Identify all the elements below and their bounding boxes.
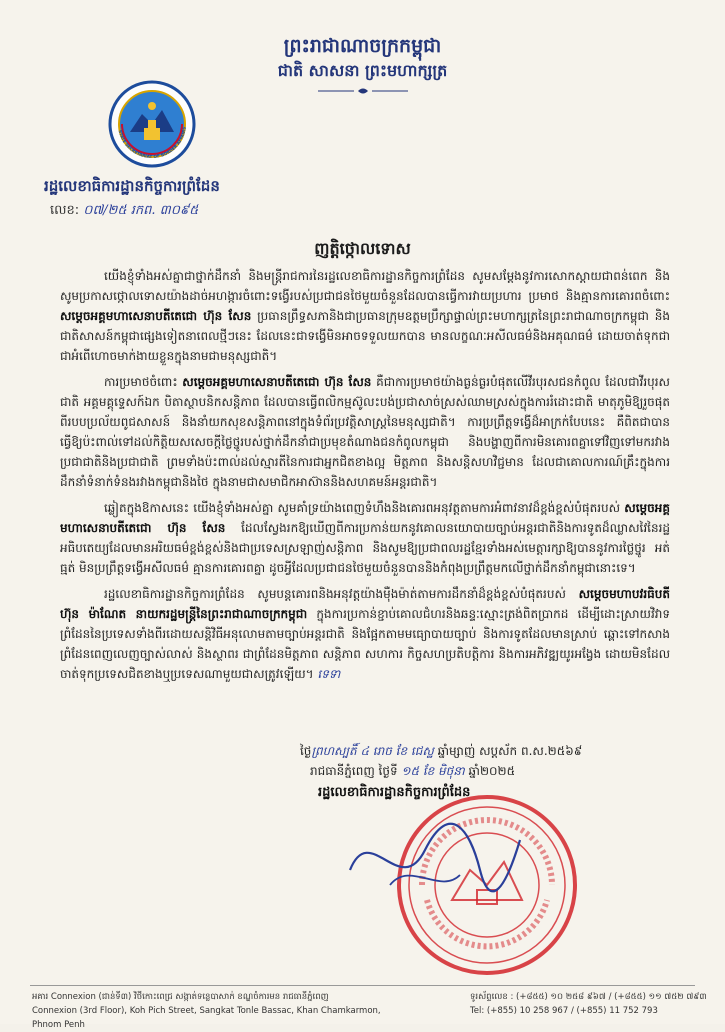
footer-phone-en: Tel: (+855) 10 258 967 / (+855) 11 752 793 <box>470 1006 658 1016</box>
national-motto: ជាតិ សាសនា ព្រះមហាក្សត្រ <box>277 61 448 80</box>
footer-phone <box>470 990 710 1018</box>
signatory-title: រដ្ឋលេខាធិការដ្ឋានកិច្ចការព្រំដែន <box>318 785 471 800</box>
footer-address <box>32 990 412 1032</box>
paragraph-text: រដ្ឋលេខាធិការដ្ឋានកិច្ចការព្រំដែន សូមបន្តគោរពនិងអនុវត្តយ៉ាងម៉ឺងម៉ាត់តាមការដឹកនាំដ៏ខ្ពង់ខ្ពស់បំផុតរបស់ <box>104 587 579 601</box>
paragraph-text: ឆ្លៀតក្នុងឱកាសនេះ យើងខ្ញុំទាំងអស់គ្នា សូមគាំទ្រយ៉ាងពេញទំហឹងនិងគោរពអនុវត្តតាមការអំពាវនាវដ៏ខ្ពង់ខ្ពស់បំផុតរបស់ <box>104 501 625 515</box>
document-body <box>60 266 670 690</box>
paragraph-text: យើងខ្ញុំទាំងអស់គ្នាជាថ្នាក់ដឹកនាំ និងមន្ត្រីរាជការនៃរដ្ឋលេខាធិការដ្ឋានកិច្ចការព្រំដែន សូមសម្តែងនូវការសោកស្តាយជាពន់ពេក និងសូមប្រកាសថ្កោលទោសយ៉ាងដាច់អហង្ការចំពោះទង្វើរបស់ប្រជាជនថៃមួយចំនួនដែលបានធ្វើការវាយប្រហារ ប្រមាថ និងគ្មានការគោរពចំពោះ <box>60 269 670 303</box>
footer-address-km: អគារ Connexion (ជាន់ទី៣) វិថីកោះពេជ្រ សង្កាត់ទន្លេបាសាក់ ខណ្ឌចំការមន រាជធានីភ្នំពេញ <box>32 992 329 1002</box>
paragraph-bold-name: សម្តេចមហាបវរធិបតី ហ៊ុន ម៉ាណែត នាយករដ្ឋមន្ត្រីនៃព្រះរាជាណាចក្រកម្ពុជា <box>60 587 670 621</box>
solar-date-handwritten: ១៥ ខែ មិថុនា <box>397 764 469 778</box>
lunar-date-prefix: ថ្ងៃ <box>300 744 312 758</box>
lunar-date-suffix: ឆ្នាំម្សាញ់ សប្តស័ក ព.ស.២៥៦៩ <box>437 744 583 758</box>
lunar-date-handwritten: ព្រហស្បតិ៍ ៤ រោច ខែ ជេស្ឋ <box>311 744 434 758</box>
paragraph-text: ដែលស្វែងរកឱ្យឃើញពីការប្រកាន់យកនូវគោលនយោបាយច្បាប់អន្តរជាតិនិងការទូតដ៏ឈ្លាសវៃនៃរដ្ឋអធិបតេយ្យដែលមានអរិយធម៌ខ្ពង់ខ្ពស់និងជាប្រទេសស្រឡាញ់សន្តិភាព និងសូមឱ្យប្រជាពលរដ្ឋខ្មែរទាំងអស់មេត្តារក្សាឱ្យបាននូវការថ្លៃថ្នូរ អត់ធ្មត់ មិនប្រព្រឹត្តទង្វើអសីលធម៌ គ្មានការគោរពគ្នា ដូចអ្វីដែលប្រជាជនថៃមួយចំនួនបាននិងកំពុងប្រព្រឹត្តមកលើថ្នាក់ដឹកនាំកម្ពុជានោះទេ។ <box>60 521 670 575</box>
solar-date-prefix: រាជធានីភ្នំពេញ ថ្ងៃទី <box>310 764 398 778</box>
paragraph-bold-name: សម្តេចអគ្គមហាសេនាបតីតេជោ ហ៊ុន សែន <box>182 375 372 389</box>
kingdom-heading: ព្រះរាជាណាចក្រកម្ពុជា <box>283 35 442 57</box>
solar-date-suffix: ឆ្នាំ២០២៥ <box>468 764 516 778</box>
paragraph-bold-name: សម្តេចអគ្គមហាសេនាបតីតេជោ ហ៊ុន សែន <box>60 309 252 323</box>
footer-divider <box>30 985 695 986</box>
handwritten-signature-icon <box>330 800 530 920</box>
lunar-date <box>300 742 680 760</box>
footer-phone-km: ទូរស័ព្ទលេខ : (+៨៥៥) ១០ ២៥៨ ៩៦៧ / (+៨៥៥) ១១ ៧៥២ ៧៩៣ <box>470 992 707 1002</box>
reference-label: លេខ: <box>50 203 80 218</box>
paragraph-text: គឺជាការប្រមាថយ៉ាងធ្ងន់ធ្ងរបំផុតលើវីរបុរសជនកំពូល ដែលជាវីរបុរសជាតិ អគ្គមគ្គុទ្ទេសក៍ឯក បិតាស្ថាបនិកសន្តិភាព ដែលបានធ្វើពលិកម្មស៊ូលះបង់ប្រជាសាច់ស្រស់ឈាមស្រស់ក្នុងការរំដោះជាតិ មាតុភូមិឱ្យរួចផុតពីរបបប្រល័យពូជសាសន៍ និងនាំយកសុខសន្តិភាពនៅក្នុងទំព័រប្រវត្តិសាស្ត្រនៃមនុស្សជាតិ។ ការប្រព្រឹត្តទង្វើដ៏អាក្រក់បែបនេះ គឺពិតជាបានធ្វើឱ្យប៉ះពាល់ទៅដល់កិត្តិយសសេចក្តីថ្លៃថ្នូរបស់ថ្នាក់ដឹកនាំជាប្រមុខតំណាងជនកំពូលកម្ពុជា និងបង្ហាញពីការមិនគោរពគ្នាទៅវិញទៅមករវាងប្រជាជាតិនិងប្រជាជាតិ ព្រមទាំងប៉ះពាល់ដល់ស្មារតីនៃការជាអ្នកជិតខាងល្អ មិត្តភាព និងសន្តិសហវិជ្ជមាន ដែលជាគោលការណ៍គ្រឹះក្នុងការដឹកនាំទំនាក់ទំនងរវាងកម្ពុជានិងថៃ ក្នុងនាមជាសមាជិកអាស៊ាននិងសហគមន៍អន្តរជាតិ។ <box>60 375 670 489</box>
paragraph-bold-name: សម្តេចអគ្គមហាសេនាបតីតេជោ ហ៊ុន សែន <box>60 501 670 535</box>
footer-address-en: Connexion (3rd Floor), Koh Pich Street, Sangkat Tonle Bassac, Khan Chamkarmon, Phnom Penh <box>32 1006 381 1030</box>
ornament-divider-icon <box>318 86 408 96</box>
paragraph-text: ប្រធានព្រឹទ្ធសភានិងជាប្រធានក្រុមឧត្តមប្រឹក្សាផ្ទាល់ព្រះមហាក្សត្រនៃព្រះរាជាណាចក្រកម្ពុជា និងជាតិសាសន៍កម្ពុជាផ្សេងទៀតនាពេលថ្មីៗនេះ ដែលនេះជាទង្វើមិនអាចទទួលយកបាន មានលក្ខណៈអសីលធម៌និងអគុណធម៌ ដោយចាត់ទុកជាជាអំពើហោចមាក់ងាយខ្លួនក្នុងនាមជាមនុស្សជាតិ។ <box>60 309 670 363</box>
paragraph-text: ការប្រមាថចំពោះ <box>104 375 183 389</box>
solar-date <box>310 762 680 780</box>
ministry-name: រដ្ឋលេខាធិការដ្ឋានកិច្ចការព្រំដែន <box>44 177 220 195</box>
reference-value: ០៧/២៥ រកព. ៣០៩៥ <box>83 203 199 218</box>
svg-text:STATE SECRETARIAT OF BORDER AF: STATE SECRETARIAT OF BORDER AFFAIRS <box>117 126 187 160</box>
document-title: ញត្តិថ្កោលទោស <box>314 239 411 258</box>
state-secretariat-seal-icon <box>108 80 196 168</box>
ministry-logo <box>108 80 196 168</box>
paragraph-2 <box>60 372 670 492</box>
paragraph-3 <box>60 498 670 578</box>
paragraph-text: ក្នុងការប្រកាន់ខ្ជាប់គោលជំហរនិងឆន្ទៈស្មោះត្រង់ពិតប្រាកដ ដើម្បីដោះស្រាយវិវាទព្រំដែននៃប្រទេសទាំងពីរដោយសន្តិវិធីអនុលោមតាមច្បាប់អន្តរជាតិ និងផ្អែកតាមមធ្យោបាយច្បាប់ និងការទូតដែលមានស្រាប់ ឆ្ពោះទៅកសាងព្រំដែនពេញលេញច្បាស់លាស់ និងស្ថាពរ ជាព្រំដែនមិត្តភាព សន្តិភាព សហការ កិច្ចសហប្រតិបត្តិការ និងការអភិវឌ្ឍយូរអង្វែង ដោយមិនដែលចាត់ទុកប្រទេសជិតខាងឬប្រទេសណាមួយជាសត្រូវឡើយ។ <box>60 607 670 681</box>
paragraph-1 <box>60 266 670 366</box>
paragraph-4 <box>60 584 670 684</box>
handwritten-annotation: ទេទា <box>317 667 341 681</box>
reference-number <box>50 202 330 220</box>
